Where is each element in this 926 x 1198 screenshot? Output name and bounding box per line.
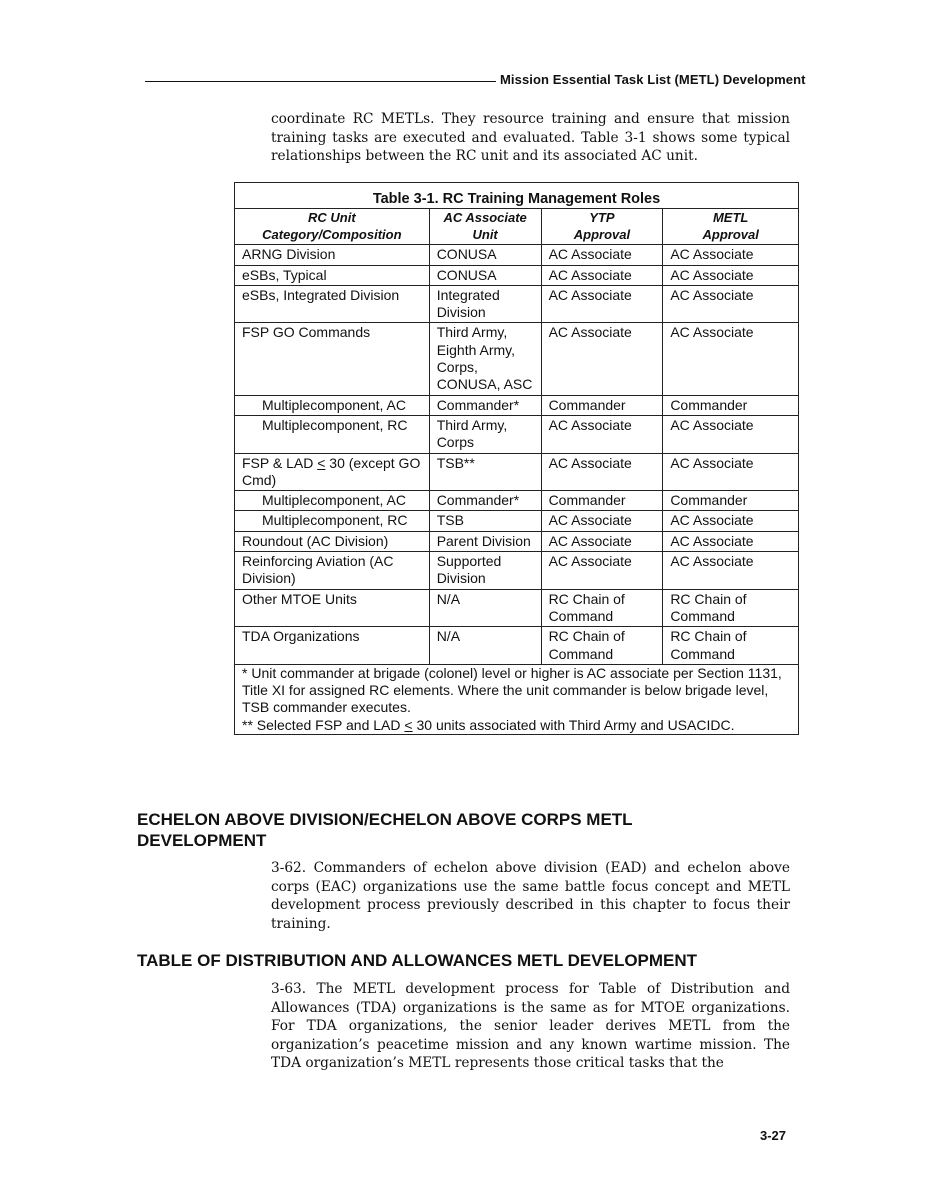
col-header-ac-associate: AC Associate Unit (429, 209, 541, 245)
section-heading-ead-eac: ECHELON ABOVE DIVISION/ECHELON ABOVE CORPS METL DEVELOPMENT (137, 810, 633, 850)
ytp-approval-cell: AC Associate (541, 552, 663, 590)
table-row (235, 511, 799, 531)
rc-unit-cell: eSBs, Typical (235, 265, 430, 285)
running-header: Mission Essential Task List (METL) Development (500, 72, 806, 87)
ytp-approval-cell: AC Associate (541, 531, 663, 551)
footnote-1: * Unit commander at brigade (colonel) level or higher is AC associate per Section 1131, Title XI for assigned RC elements. Where the unit commander is below brigade level, TSB commander executes. (242, 664, 782, 716)
metl-approval-cell: Commander (663, 395, 799, 415)
rc-unit-cell: ARNG Division (235, 245, 430, 265)
rc-unit-cell: Multiplecomponent, RC (235, 415, 430, 453)
col-header-ytp-approval: YTP Approval (541, 209, 663, 245)
metl-approval-cell: Commander (663, 491, 799, 511)
ac-associate-cell: CONUSA (429, 265, 541, 285)
ytp-approval-cell: AC Associate (541, 265, 663, 285)
table-row (235, 453, 799, 491)
ytp-approval-cell: AC Associate (541, 323, 663, 395)
intro-paragraph: coordinate RC METLs. They resource training and ensure that mission training tasks are executed and evaluated. Table 3-1 shows some typical relationships between the RC unit and its associated AC unit. (271, 111, 790, 164)
ac-associate-cell: CONUSA (429, 245, 541, 265)
rc-training-roles-table (234, 182, 799, 735)
metl-approval-cell: AC Associate (663, 453, 799, 491)
metl-approval-cell: RC Chain of Command (663, 589, 799, 627)
ytp-approval-cell: AC Associate (541, 511, 663, 531)
ytp-approval-cell: RC Chain of Command (541, 627, 663, 665)
ytp-approval-cell: AC Associate (541, 415, 663, 453)
metl-approval-cell: AC Associate (663, 323, 799, 395)
table-row (235, 245, 799, 265)
rc-unit-cell: TDA Organizations (235, 627, 430, 665)
table-footnotes (235, 664, 799, 734)
rc-unit-cell: Roundout (AC Division) (235, 531, 430, 551)
rc-unit-cell: Reinforcing Aviation (AC Division) (235, 552, 430, 590)
table-row (235, 265, 799, 285)
table-caption: Table 3-1. RC Training Management Roles (235, 183, 799, 209)
ytp-approval-cell: Commander (541, 491, 663, 511)
rc-unit-cell: Multiplecomponent, RC (235, 511, 430, 531)
ac-associate-cell: N/A (429, 589, 541, 627)
ac-associate-cell: Integrated Division (429, 285, 541, 323)
ac-associate-cell: Parent Division (429, 531, 541, 551)
ac-associate-cell: Supported Division (429, 552, 541, 590)
paragraph-3-62: 3-62. Commanders of echelon above division (EAD) and echelon above corps (EAC) organizations use the same battle focus concept and METL development process previously described in this chapter to focus their training. (271, 860, 790, 932)
metl-approval-cell: AC Associate (663, 552, 799, 590)
table-row (235, 323, 799, 395)
metl-approval-cell: AC Associate (663, 265, 799, 285)
table-row (235, 285, 799, 323)
metl-approval-cell: AC Associate (663, 511, 799, 531)
rc-unit-cell: FSP GO Commands (235, 323, 430, 395)
metl-approval-cell: AC Associate (663, 285, 799, 323)
table-header-row (235, 209, 799, 245)
table-row (235, 589, 799, 627)
col-header-rc-unit: RC Unit Category/Composition (235, 209, 430, 245)
col-header-metl-approval: METL Approval (663, 209, 799, 245)
ytp-approval-cell: Commander (541, 395, 663, 415)
ac-associate-cell: TSB** (429, 453, 541, 491)
ac-associate-cell: Third Army, Corps (429, 415, 541, 453)
ac-associate-cell: Commander* (429, 395, 541, 415)
rc-unit-cell: Multiplecomponent, AC (235, 395, 430, 415)
rc-unit-cell: Other MTOE Units (235, 589, 430, 627)
paragraph-3-63: 3-63. The METL development process for Table of Distribution and Allowances (TDA) organizations is the same as for MTOE organizations. For TDA organizations, the senior leader derives METL from the organization’s peacetime mission and any known wartime mission. The TDA organization’s METL represents those critical tasks that the (271, 981, 790, 1071)
table-row (235, 552, 799, 590)
metl-approval-cell: AC Associate (663, 245, 799, 265)
ytp-approval-cell: AC Associate (541, 453, 663, 491)
metl-approval-cell: AC Associate (663, 531, 799, 551)
footnote-2: ** Selected FSP and LAD < 30 units associated with Third Army and USACIDC. (242, 716, 735, 733)
table-row (235, 491, 799, 511)
ac-associate-cell: TSB (429, 511, 541, 531)
table-row (235, 395, 799, 415)
metl-approval-cell: RC Chain of Command (663, 627, 799, 665)
section-heading-tda: TABLE OF DISTRIBUTION AND ALLOWANCES METL DEVELOPMENT (137, 951, 698, 970)
rc-unit-cell: eSBs, Integrated Division (235, 285, 430, 323)
ytp-approval-cell: AC Associate (541, 245, 663, 265)
metl-approval-cell: AC Associate (663, 415, 799, 453)
page-number: 3-27 (760, 1128, 787, 1143)
header-rule (145, 81, 496, 82)
ac-associate-cell: N/A (429, 627, 541, 665)
table-row (235, 627, 799, 665)
ac-associate-cell: Commander* (429, 491, 541, 511)
rc-unit-cell: FSP & LAD < 30 (except GO Cmd) (235, 453, 430, 491)
table-row (235, 415, 799, 453)
rc-unit-cell: Multiplecomponent, AC (235, 491, 430, 511)
ac-associate-cell: Third Army, Eighth Army, Corps, CONUSA, ASC (429, 323, 541, 395)
ytp-approval-cell: RC Chain of Command (541, 589, 663, 627)
table-row (235, 531, 799, 551)
ytp-approval-cell: AC Associate (541, 285, 663, 323)
